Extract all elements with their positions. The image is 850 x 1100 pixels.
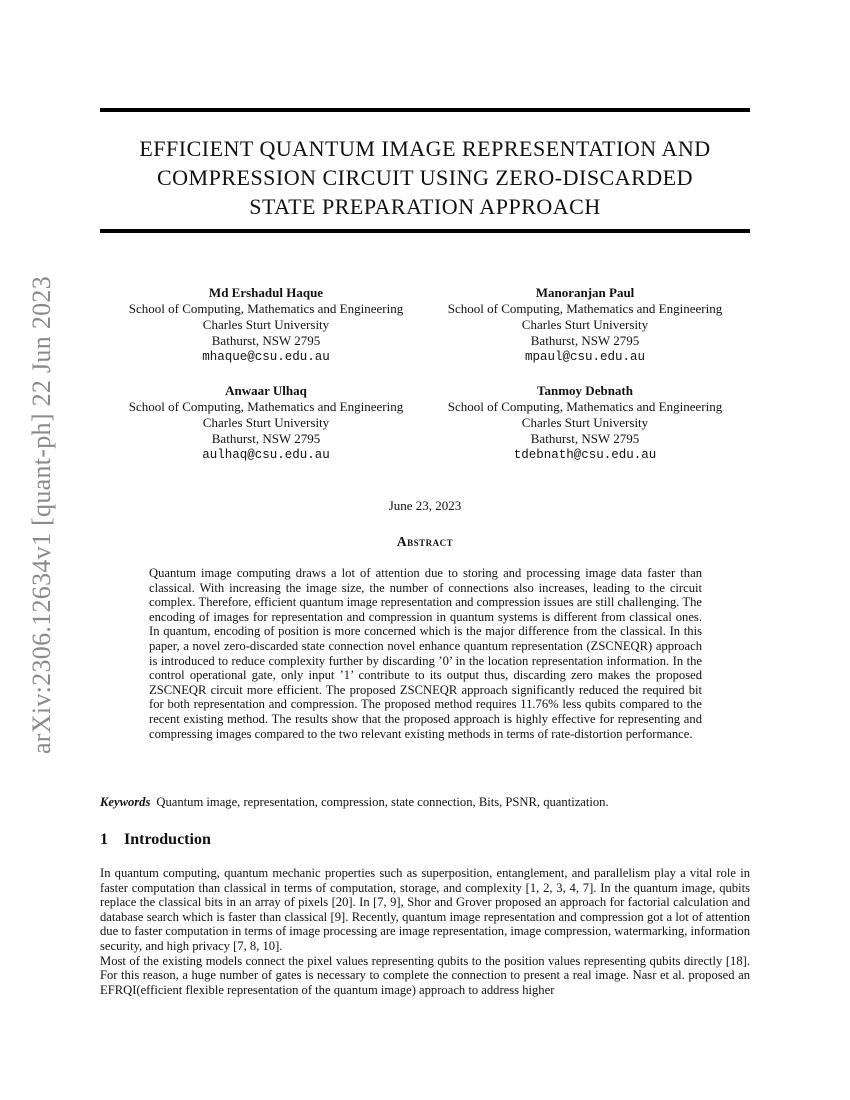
- author-name: Md Ershadul Haque: [208, 285, 324, 300]
- introduction-body: [100, 866, 750, 997]
- arxiv-sidebar: [22, 258, 62, 773]
- publication-date: June 23, 2023: [388, 498, 462, 513]
- title-line: EFFICIENT QUANTUM IMAGE REPRESENTATION AND: [139, 136, 711, 161]
- keywords-label: Keywords: [100, 795, 151, 809]
- keywords-text: Quantum image, representation, compression, state connection, Bits, PSNR, quantization.: [156, 795, 609, 809]
- author-univ: Charles Sturt University: [202, 415, 330, 430]
- author-email[interactable]: mpaul@csu.edu.au: [524, 350, 646, 364]
- author-block: [425, 285, 745, 365]
- author-city: Bathurst, NSW 2795: [211, 333, 321, 348]
- author-city: Bathurst, NSW 2795: [530, 431, 640, 446]
- paper-title: [100, 134, 750, 221]
- section-heading: [100, 831, 211, 849]
- author-city: Bathurst, NSW 2795: [530, 333, 640, 348]
- author-dept: School of Computing, Mathematics and Engineering: [128, 301, 404, 316]
- author-dept: School of Computing, Mathematics and Engineering: [128, 399, 404, 414]
- author-email[interactable]: mhaque@csu.edu.au: [202, 350, 330, 364]
- author-name: Tanmoy Debnath: [537, 383, 633, 398]
- title-rule-top: [100, 108, 750, 112]
- section-title: Introduction: [124, 831, 211, 848]
- abstract-body: Quantum image computing draws a lot of attention due to storing and processing image data faster than classical. With increasing the image size, the number of connections also increases, leading to the circuit complex. Therefore, efficient quantum image representation and compression issues are still challenging. The encoding of images for representation and compression in quantum systems is different from classical ones. In quantum, encoding of position is more concerned which is the major difference from the classical. In this paper, a novel zero-discarded state connection novel enhance quantum representation (ZSCNEQR) approach is introduced to reduce complexity further by discarding ’0’ in the location representation information. In the control operational gate, only input ’1’ contribute to its output thus, discarding zero makes the proposed ZSCNEQR circuit more efficient. The proposed ZSCNEQR approach significantly reduced the required bit for both representation and compression. The proposed method requires 11.76% less qubits compared to the recent existing method. The results show that the proposed approach is highly effective for representing and compressing images compared to the two relevant existing methods in terms of rate-distortion performance.: [149, 566, 702, 741]
- author-univ: Charles Sturt University: [202, 317, 330, 332]
- author-email[interactable]: aulhaq@csu.edu.au: [202, 448, 330, 462]
- arxiv-identifier: arXiv:2306.12634v1 [quant-ph] 22 Jun 2023: [27, 275, 56, 755]
- abstract-heading: Abstract: [396, 534, 454, 549]
- author-block: [106, 383, 426, 463]
- author-city: Bathurst, NSW 2795: [211, 431, 321, 446]
- author-dept: School of Computing, Mathematics and Engineering: [447, 399, 723, 414]
- author-univ: Charles Sturt University: [521, 317, 649, 332]
- author-email[interactable]: tdebnath@csu.edu.au: [513, 448, 657, 462]
- author-block: [106, 285, 426, 365]
- paragraph: In quantum computing, quantum mechanic properties such as superposition, entanglement, and parallelism play a vital role in faster computation than classical in terms of computation, storage, and complexity [1, 2, 3, 4, 7]. In the quantum image, qubits replace the classical bits in an array of pixels [20]. In [7, 9], Shor and Grover proposed an approach for factorial calculation and database search which is faster than classical [9]. Recently, quantum image representation and compression got a lot of attention due to faster computation in terms of image processing are image representation, image compression, watermarking, information security, and high privacy [7, 8, 10].: [100, 866, 750, 953]
- author-univ: Charles Sturt University: [521, 415, 649, 430]
- title-line: COMPRESSION CIRCUIT USING ZERO-DISCARDED: [156, 165, 694, 190]
- section-number: 1: [100, 831, 108, 848]
- paragraph: Most of the existing models connect the pixel values representing qubits to the position values representing qubits directly [18]. For this reason, a huge number of gates is necessary to complete the connection to present a real image. Nasr et al. proposed an EFRQI(efficient flexible representation of the quantum image) approach to address higher: [100, 953, 750, 997]
- author-block: [425, 383, 745, 463]
- title-line: STATE PREPARATION APPROACH: [249, 194, 601, 219]
- keywords: [100, 795, 750, 810]
- author-name: Anwaar Ulhaq: [225, 383, 307, 398]
- title-rule-bottom: [100, 229, 750, 233]
- author-dept: School of Computing, Mathematics and Engineering: [447, 301, 723, 316]
- author-name: Manoranjan Paul: [535, 285, 635, 300]
